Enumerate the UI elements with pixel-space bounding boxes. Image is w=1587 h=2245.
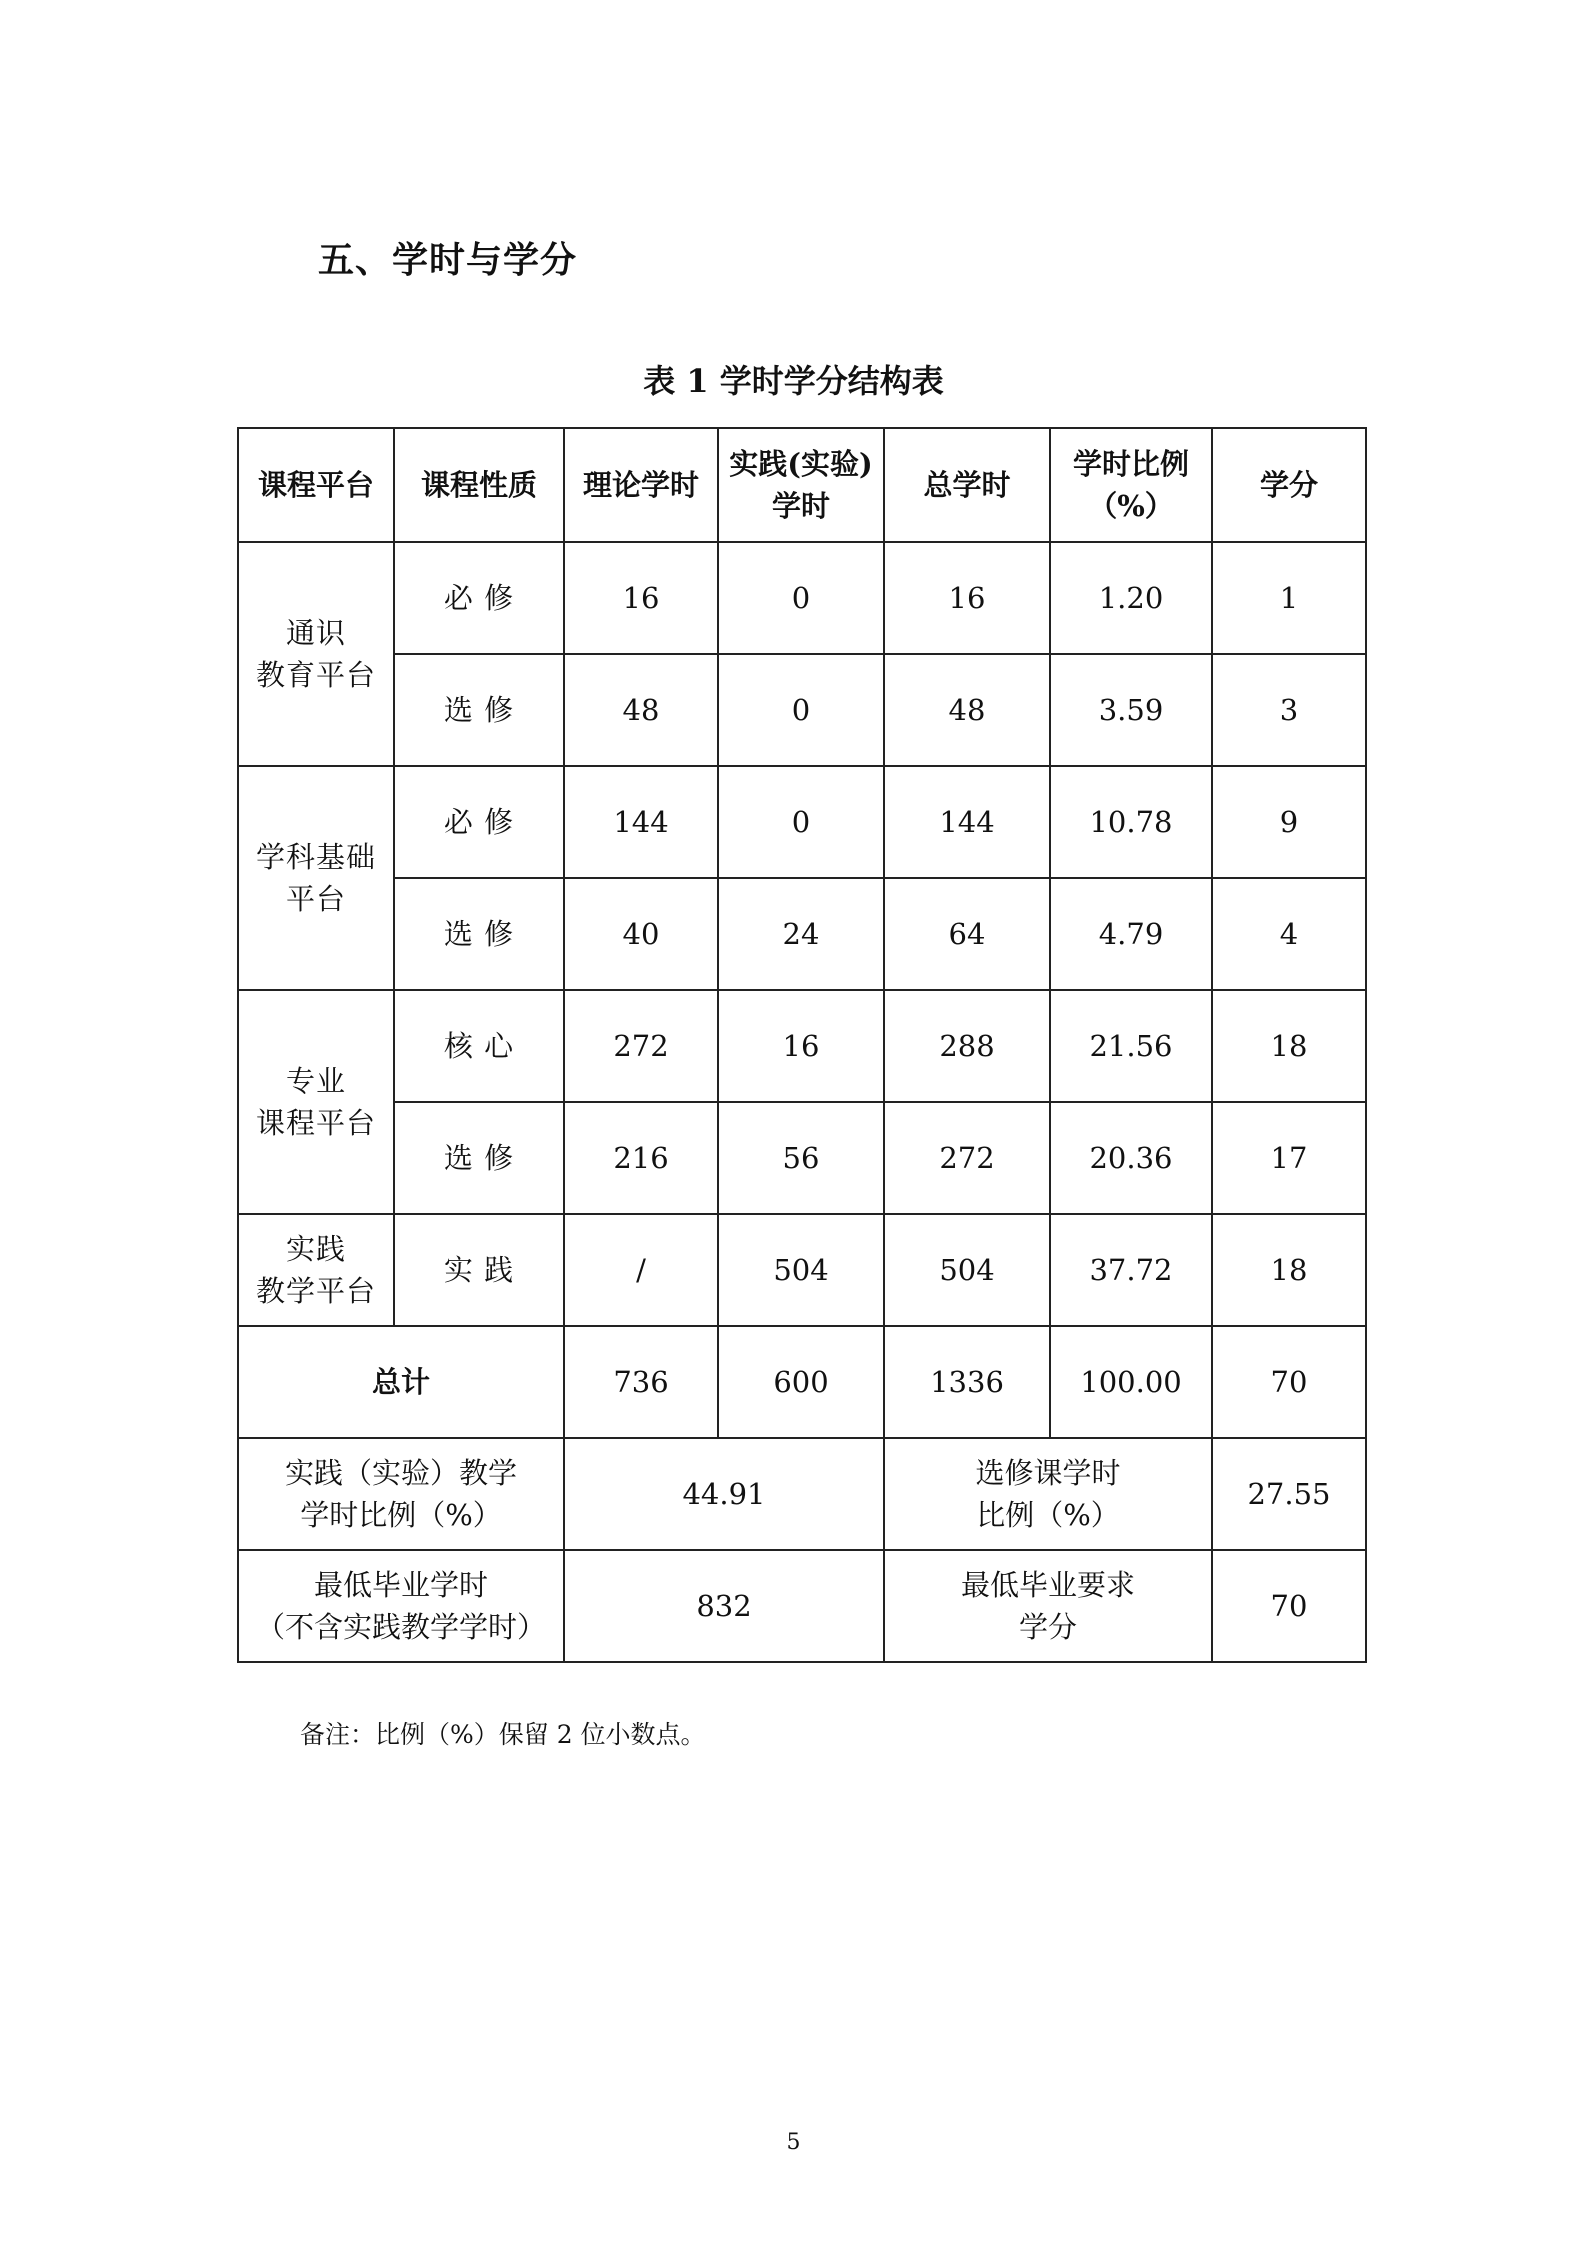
nature-cell: 必 修	[394, 766, 564, 878]
credit-cell: 9	[1212, 766, 1366, 878]
total-row	[238, 1326, 1366, 1438]
credit-cell: 4	[1212, 878, 1366, 990]
total-hours: 1336	[884, 1326, 1050, 1438]
section-heading: 五、学时与学分	[318, 240, 578, 281]
table-note: 备注：比例（%）保留 2 位小数点。	[300, 1720, 706, 1749]
total-theory: 736	[564, 1326, 718, 1438]
credit-cell: 18	[1212, 1214, 1366, 1326]
total-cell: 288	[884, 990, 1050, 1102]
platform-cell: 通识 教育平台	[238, 542, 394, 766]
total-cell: 272	[884, 1102, 1050, 1214]
summary-label: 选修课学时 比例（%）	[884, 1438, 1212, 1550]
theory-cell: 216	[564, 1102, 718, 1214]
summary-value: 44.91	[564, 1438, 884, 1550]
credit-cell: 18	[1212, 990, 1366, 1102]
nature-cell: 选 修	[394, 1102, 564, 1214]
credit-cell: 3	[1212, 654, 1366, 766]
practice-cell: 0	[718, 542, 884, 654]
ratio-cell: 3.59	[1050, 654, 1212, 766]
total-label: 总计	[238, 1326, 564, 1438]
practice-cell: 504	[718, 1214, 884, 1326]
practice-cell: 56	[718, 1102, 884, 1214]
ratio-cell: 10.78	[1050, 766, 1212, 878]
total-cell: 48	[884, 654, 1050, 766]
practice-cell: 24	[718, 878, 884, 990]
header-total-hours: 总学时	[884, 428, 1050, 542]
table-row	[238, 766, 1366, 878]
table-header-row	[238, 428, 1366, 542]
theory-cell: 144	[564, 766, 718, 878]
theory-cell: 16	[564, 542, 718, 654]
header-theory-hours: 理论学时	[564, 428, 718, 542]
table-row	[238, 990, 1366, 1102]
table-row	[238, 542, 1366, 654]
total-cell: 64	[884, 878, 1050, 990]
platform-cell: 学科基础 平台	[238, 766, 394, 990]
theory-cell: 48	[564, 654, 718, 766]
table-row	[238, 878, 1366, 990]
table-row	[238, 654, 1366, 766]
credit-structure-table	[237, 427, 1367, 1663]
summary-value: 27.55	[1212, 1438, 1366, 1550]
platform-cell: 实践 教学平台	[238, 1214, 394, 1326]
ratio-cell: 37.72	[1050, 1214, 1212, 1326]
nature-cell: 实 践	[394, 1214, 564, 1326]
ratio-cell: 4.79	[1050, 878, 1212, 990]
nature-cell: 核 心	[394, 990, 564, 1102]
total-cell: 504	[884, 1214, 1050, 1326]
summary-label: 最低毕业学时 （不含实践教学学时）	[238, 1550, 564, 1662]
ratio-cell: 1.20	[1050, 542, 1212, 654]
credit-cell: 1	[1212, 542, 1366, 654]
theory-cell: /	[564, 1214, 718, 1326]
summary-label: 最低毕业要求 学分	[884, 1550, 1212, 1662]
table-row	[238, 1214, 1366, 1326]
total-cell: 16	[884, 542, 1050, 654]
theory-cell: 40	[564, 878, 718, 990]
practice-cell: 16	[718, 990, 884, 1102]
page-number: 5	[786, 2130, 801, 2155]
summary-value: 832	[564, 1550, 884, 1662]
ratio-cell: 20.36	[1050, 1102, 1212, 1214]
total-practice: 600	[718, 1326, 884, 1438]
summary-value: 70	[1212, 1550, 1366, 1662]
header-nature: 课程性质	[394, 428, 564, 542]
table-caption: 表 1 学时学分结构表	[643, 362, 944, 400]
total-ratio: 100.00	[1050, 1326, 1212, 1438]
summary-row	[238, 1550, 1366, 1662]
theory-cell: 272	[564, 990, 718, 1102]
total-credit: 70	[1212, 1326, 1366, 1438]
platform-cell: 专业 课程平台	[238, 990, 394, 1214]
practice-cell: 0	[718, 766, 884, 878]
practice-cell: 0	[718, 654, 884, 766]
header-credits: 学分	[1212, 428, 1366, 542]
credit-cell: 17	[1212, 1102, 1366, 1214]
summary-row	[238, 1438, 1366, 1550]
header-practice-hours: 实践(实验) 学时	[718, 428, 884, 542]
summary-label: 实践（实验）教学 学时比例（%）	[238, 1438, 564, 1550]
header-hours-ratio: 学时比例 （%）	[1050, 428, 1212, 542]
nature-cell: 选 修	[394, 878, 564, 990]
table-row	[238, 1102, 1366, 1214]
nature-cell: 选 修	[394, 654, 564, 766]
header-platform: 课程平台	[238, 428, 394, 542]
ratio-cell: 21.56	[1050, 990, 1212, 1102]
nature-cell: 必 修	[394, 542, 564, 654]
total-cell: 144	[884, 766, 1050, 878]
